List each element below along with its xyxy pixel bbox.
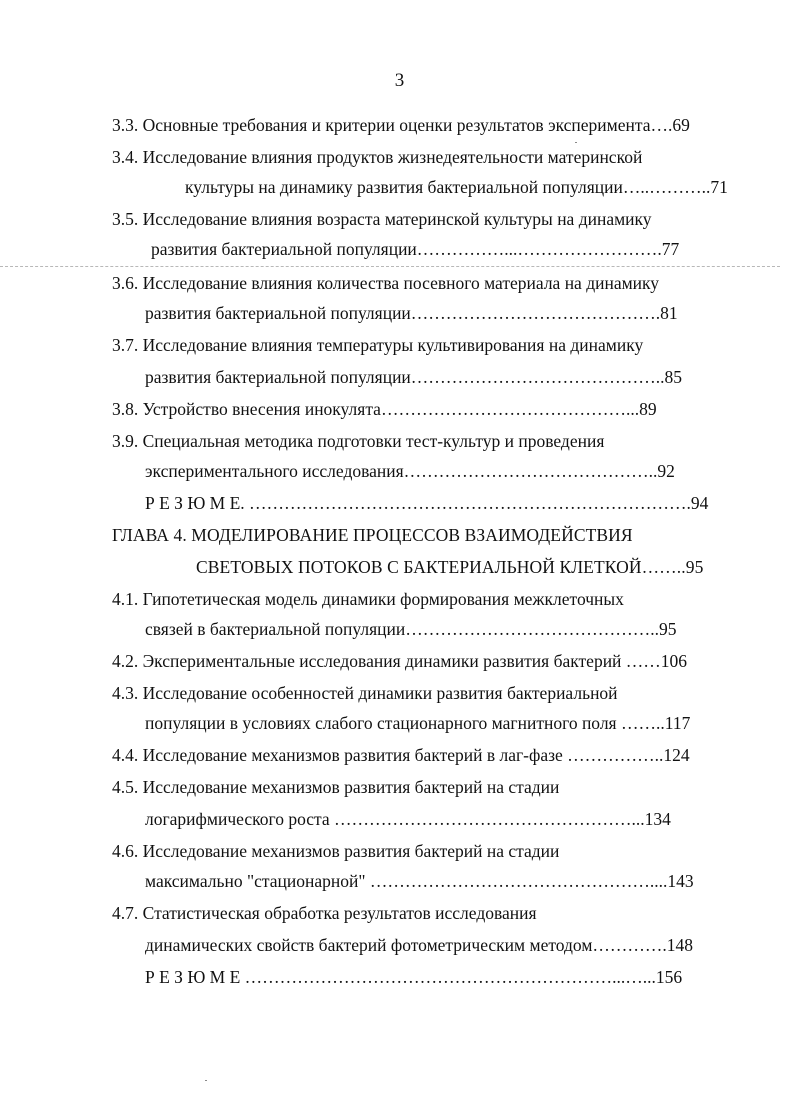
page-number: 3 — [394, 70, 405, 91]
toc-entry-4-5: 4.5. Исследование механизмов развития бактерий на стадии — [112, 777, 560, 797]
toc-entry-3-5-cont: развития бактериальной популяции……………...…………………….77 — [151, 239, 680, 259]
toc-entry-resume-4: Р Е З Ю М Е ………………………………………………………...…...156 — [145, 967, 683, 987]
toc-entry-4-1-cont: связей в бактериальной популяции……………………………………..95 — [145, 619, 677, 639]
toc-entry-4-7-cont: динамических свойств бактерий фотометрическим методом………….148 — [145, 935, 694, 955]
toc-entry-3-6: 3.6. Исследование влияния количества посевного материала на динамику — [112, 273, 660, 293]
toc-entry-3-9-cont: экспериментального исследования……………………………………..92 — [145, 461, 675, 481]
toc-entry-4-1: 4.1. Гипотетическая модель динамики формирования межклеточных — [112, 589, 624, 609]
toc-entry-3-3: 3.3. Основные требования и критерии оценки результатов эксперимента….69 — [112, 115, 690, 135]
toc-entry-resume-3: Р Е З Ю М Е. ………………………………………………………………….94 — [145, 493, 709, 513]
toc-entry-3-9: 3.9. Специальная методика подготовки тест-культур и проведения — [112, 431, 605, 451]
toc-entry-3-4: 3.4. Исследование влияния продуктов жизнедеятельности материнской — [112, 147, 643, 167]
toc-entry-4-6: 4.6. Исследование механизмов развития бактерий на стадии — [112, 841, 560, 861]
toc-entry-4-2: 4.2. Экспериментальные исследования динамики развития бактерий ……106 — [112, 651, 688, 671]
scan-speck — [575, 142, 577, 143]
toc-entry-4-4: 4.4. Исследование механизмов развития бактерий в лаг-фазе ……………..124 — [112, 745, 690, 765]
toc-entry-4-7: 4.7. Статистическая обработка результатов исследования — [112, 903, 537, 923]
toc-entry-3-7: 3.7. Исследование влияния температуры культивирования на динамику — [112, 335, 644, 355]
toc-entry-4-6-cont: максимально "стационарной" …………………………………………....143 — [145, 871, 694, 891]
toc-entry-4-3-cont: популяции в условиях слабого стационарного магнитного поля ……..117 — [145, 713, 691, 733]
toc-entry-4-5-cont: логарифмического роста ……………………………………………...134 — [145, 809, 671, 829]
toc-entry-3-4-cont: культуры на динамику развития бактериальной популяции…..………..71 — [185, 177, 728, 197]
scan-artifact-line — [0, 266, 780, 267]
toc-entry-3-7-cont: развития бактериальной популяции……………………………………..85 — [145, 367, 683, 387]
toc-chapter-4-cont: СВЕТОВЫХ ПОТОКОВ С БАКТЕРИАЛЬНОЙ КЛЕТКОЙ……..95 — [196, 557, 704, 577]
scan-speck — [205, 1080, 207, 1081]
toc-chapter-4: ГЛАВА 4. МОДЕЛИРОВАНИЕ ПРОЦЕССОВ ВЗАИМОДЕЙСТВИЯ — [112, 525, 633, 545]
toc-entry-4-3: 4.3. Исследование особенностей динамики развития бактериальной — [112, 683, 618, 703]
toc-entry-3-5: 3.5. Исследование влияния возраста материнской культуры на динамику — [112, 209, 652, 229]
toc-entry-3-6-cont: развития бактериальной популяции…………………………………….81 — [145, 303, 678, 323]
toc-entry-3-8: 3.8. Устройство внесения инокулята……………………………………...89 — [112, 399, 657, 419]
